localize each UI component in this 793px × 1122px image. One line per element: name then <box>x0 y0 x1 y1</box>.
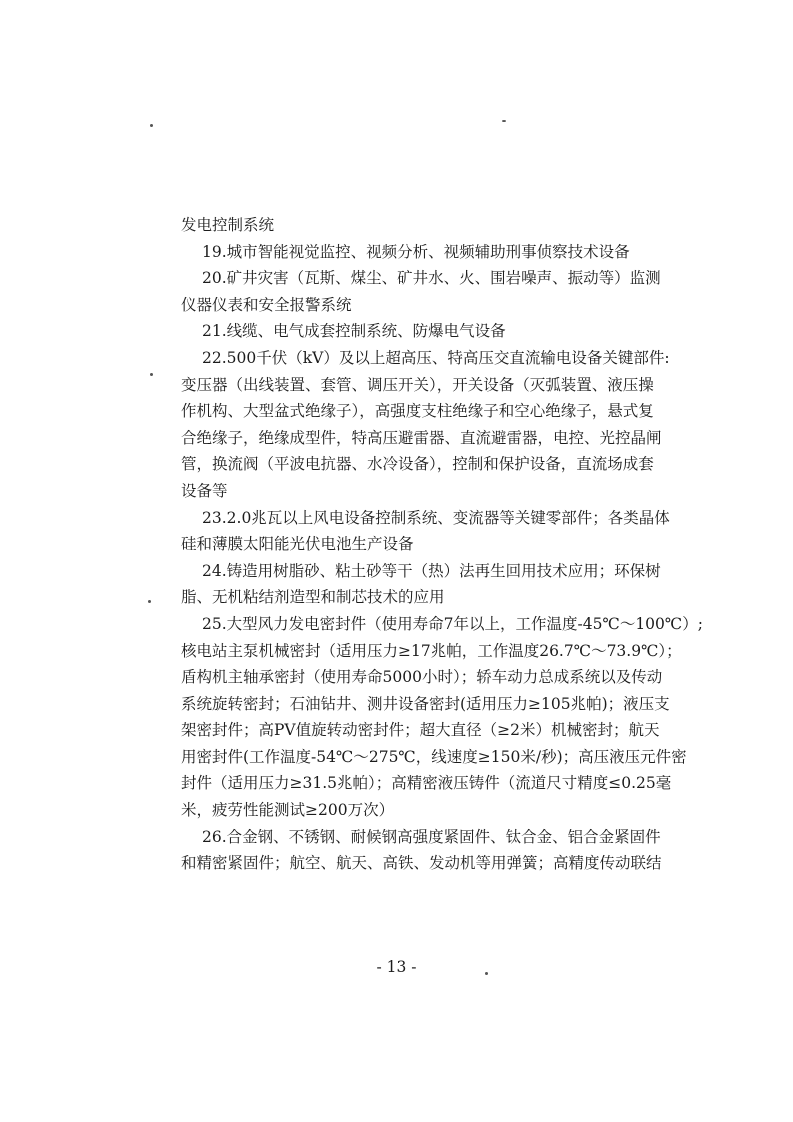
text-line: 米，疲劳性能测试≥200万次） <box>181 801 395 820</box>
body-text <box>181 212 703 877</box>
text-line: 设备等 <box>181 481 228 500</box>
text-line: 26.合金钢、不锈钢、耐候钢高强度紧固件、钛合金、铝合金紧固件 <box>202 827 661 846</box>
text-line: 19.城市智能视觉监控、视频分析、视频辅助刑事侦察技术设备 <box>202 242 630 261</box>
text-line: 用密封件(工作温度-54℃～275℃，线速度≥150米/秒)；高压液压元件密 <box>181 747 687 766</box>
text-line: 架密封件；高PV值旋转动密封件；超大直径（≥2米）机械密封；航天 <box>181 721 660 740</box>
scan-speck <box>150 373 153 376</box>
text-line: 24.铸造用树脂砂、粘土砂等干（热）法再生回用技术应用；环保树 <box>202 561 661 580</box>
text-line: 和精密紧固件；航空、航天、高铁、发动机等用弹簧；高精度传动联结 <box>181 854 662 873</box>
text-line: 20.矿井灾害（瓦斯、煤尘、矿井水、火、围岩噪声、振动等）监测 <box>202 269 661 288</box>
page-number: - 13 - <box>376 958 417 976</box>
text-line: 核电站主泵机械密封（适用压力≥17兆帕，工作温度26.7℃～73.9℃）； <box>181 641 682 660</box>
text-line: 发电控制系统 <box>181 216 275 234</box>
text-line: 脂、无机粘结剂造型和制芯技术的应用 <box>181 588 445 607</box>
text-line: 23.2.0兆瓦以上风电设备控制系统、变流器等关键零部件；各类晶体 <box>202 508 670 527</box>
text-line: 变压器（出线装置、套管、调压开关），开关设备（灭弧装置、液压操 <box>181 375 654 394</box>
scan-speck <box>502 120 506 122</box>
text-line: 21.线缆、电气成套控制系统、防爆电气设备 <box>202 322 506 341</box>
text-line: 管，换流阀（平波电抗器、水冷设备），控制和保护设备，直流场成套 <box>181 455 654 474</box>
scan-speck <box>148 600 151 603</box>
text-line: 仪器仪表和安全报警系统 <box>181 295 352 314</box>
text-line: 封件（适用压力≥31.5兆帕）；高精密液压铸件（流道尺寸精度≤0.25毫 <box>181 774 672 793</box>
text-line: 22.500千伏（kV）及以上超高压、特高压交直流输电设备关键部件: <box>202 348 670 367</box>
text-line: 合绝缘子，绝缘成型件，特高压避雷器、直流避雷器，电控、光控晶闸 <box>181 428 662 447</box>
text-line: 硅和薄膜太阳能光伏电池生产设备 <box>181 535 414 554</box>
text-line: 系统旋转密封；石油钻井、测井设备密封(适用压力≥105兆帕)；液压支 <box>181 694 670 713</box>
text-line: 作机构、大型盆式绝缘子），高强度支柱绝缘子和空心绝缘子，悬式复 <box>181 402 654 421</box>
text-line: 盾构机主轴承密封（使用寿命5000小时）；轿车动力总成系统以及传动 <box>181 668 663 687</box>
text-line: 25.大型风力发电密封件（使用寿命7年以上，工作温度-45℃～100℃）; <box>202 614 703 633</box>
scan-speck <box>150 124 153 127</box>
